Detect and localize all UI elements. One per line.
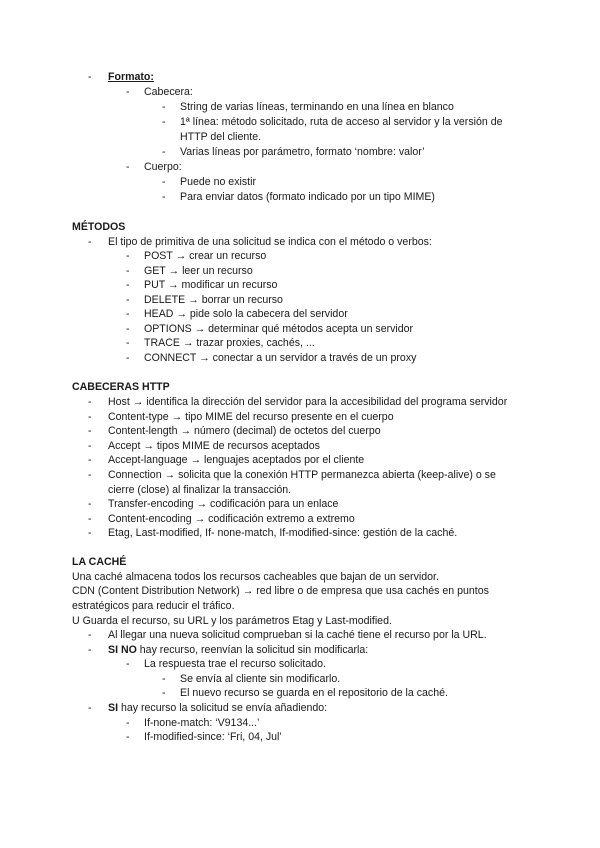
dash: - [126, 352, 130, 364]
dash: - [126, 161, 130, 173]
dash: - [88, 498, 92, 510]
dash: - [126, 86, 130, 98]
dash: - [126, 323, 130, 335]
list-item-text: Accept-language → lenguajes aceptados por el cliente [108, 454, 365, 466]
list-item-text: DELETE → borrar un recurso [144, 294, 283, 306]
formato-label: Formato: [108, 71, 154, 83]
metodos-heading: MÉTODOS [72, 221, 126, 233]
dash: - [88, 527, 92, 539]
list-item-text: GET → leer un recurso [144, 265, 253, 277]
dash: - [162, 673, 166, 685]
dash: - [126, 337, 130, 349]
dash: - [88, 411, 92, 423]
list-item-text: Se envía al cliente sin modificarlo. [180, 673, 341, 685]
list-item-text: Accept → tipos MIME de recursos aceptados [108, 440, 320, 452]
list-item-text: Transfer-encoding → codificación para un enlace [108, 498, 339, 510]
list-item-text: 1ª línea: método solicitado, ruta de acceso al servidor y la versión de [180, 116, 503, 128]
list-item-text: If-modified-since: ‘Fri, 04, Jul’ [144, 731, 282, 743]
cache-paragraph: CDN (Content Distribution Network) → red libre o de empresa que usa cachés en puntos [72, 585, 489, 597]
si-no-line [108, 643, 368, 658]
dash: - [88, 425, 92, 437]
dash: - [126, 308, 130, 320]
list-item-text: Varias líneas por parámetro, formato ‘nombre: valor’ [180, 146, 425, 158]
si-line [108, 701, 327, 716]
list-item-text: Content-length → número (decimal) de octetos del cuerpo [108, 425, 381, 437]
dash: - [88, 469, 92, 481]
cache-heading: LA CACHÉ [72, 556, 127, 568]
list-item-text: String de varias líneas, terminando en una línea en blanco [180, 101, 454, 113]
list-item-text: Connection → solicita que la conexión HTTP permanezca abierta (keep-alive) o se [108, 469, 496, 481]
dash: - [88, 236, 92, 248]
cabecera-label: Cabecera: [144, 86, 193, 98]
dash: - [162, 176, 166, 188]
si-bold: SI [108, 702, 119, 714]
dash: - [162, 191, 166, 203]
dash: - [88, 644, 92, 656]
dash: - [126, 731, 130, 743]
dash: - [162, 687, 166, 699]
list-item-text: cierre (close) al finalizar la transacción. [108, 484, 292, 496]
list-item-text: Puede no existir [180, 176, 256, 188]
list-item-text: TRACE → trazar proxies, cachés, ... [144, 337, 315, 349]
dash: - [126, 294, 130, 306]
list-item-text: POST → crear un recurso [144, 250, 267, 262]
metodos-intro: El tipo de primitiva de una solicitud se indica con el método o verbos: [108, 236, 432, 248]
dash: - [88, 440, 92, 452]
list-item-text: Para enviar datos (formato indicado por un tipo MIME) [180, 191, 435, 203]
list-item-text: Etag, Last-modified, If- none-match, If-modified-since: gestión de la caché. [108, 527, 458, 539]
list-item-text: Al llegar una nueva solicitud comprueban si la caché tiene el recurso por la URL. [108, 629, 487, 641]
list-item-text: La respuesta trae el recurso solicitado. [144, 658, 326, 670]
cache-paragraph: estratégicos para reducir el tráfico. [72, 600, 235, 612]
list-item-text: HEAD → pide solo la cabecera del servidor [144, 308, 348, 320]
list-item-text: HTTP del cliente. [180, 131, 262, 143]
list-item-text: Content-type → tipo MIME del recurso presente en el cuerpo [108, 411, 394, 423]
dash: - [126, 265, 130, 277]
list-item-text: PUT → modificar un recurso [144, 279, 278, 291]
dash: - [126, 658, 130, 670]
dash: - [88, 513, 92, 525]
dash: - [88, 454, 92, 466]
si-no-bold: SI NO [108, 644, 137, 656]
dash: - [88, 71, 92, 83]
si-rest: hay recurso la solicitud se envía añadiendo: [118, 702, 328, 714]
dash: - [162, 101, 166, 113]
cache-paragraph: Una caché almacena todos los recursos cacheables que bajan de un servidor. [72, 571, 439, 583]
list-item-text: If-none-match: ‘V9134...’ [144, 717, 260, 729]
cuerpo-label: Cuerpo: [144, 161, 182, 173]
dash: - [88, 702, 92, 714]
cache-paragraph: U Guarda el recurso, su URL y los parámetros Etag y Last-modified. [72, 615, 392, 627]
dash: - [126, 250, 130, 262]
list-item-text: Content-encoding → codificación extremo a extremo [108, 513, 355, 525]
dash: - [88, 629, 92, 641]
si-no-rest: hay recurso, reenvían la solicitud sin modificarla: [136, 644, 369, 656]
list-item-text: El nuevo recurso se guarda en el repositorio de la caché. [180, 687, 448, 699]
cabeceras-heading: CABECERAS HTTP [72, 381, 170, 393]
list-item-text: Host → identifica la dirección del servidor para la accesibilidad del programa servidor [108, 396, 508, 408]
dash: - [162, 116, 166, 128]
dash: - [88, 396, 92, 408]
dash: - [126, 717, 130, 729]
list-item-text: OPTIONS → determinar qué métodos acepta un servidor [144, 323, 414, 335]
list-item-text: CONNECT → conectar a un servidor a través de un proxy [144, 352, 417, 364]
dash: - [126, 279, 130, 291]
dash: - [162, 146, 166, 158]
